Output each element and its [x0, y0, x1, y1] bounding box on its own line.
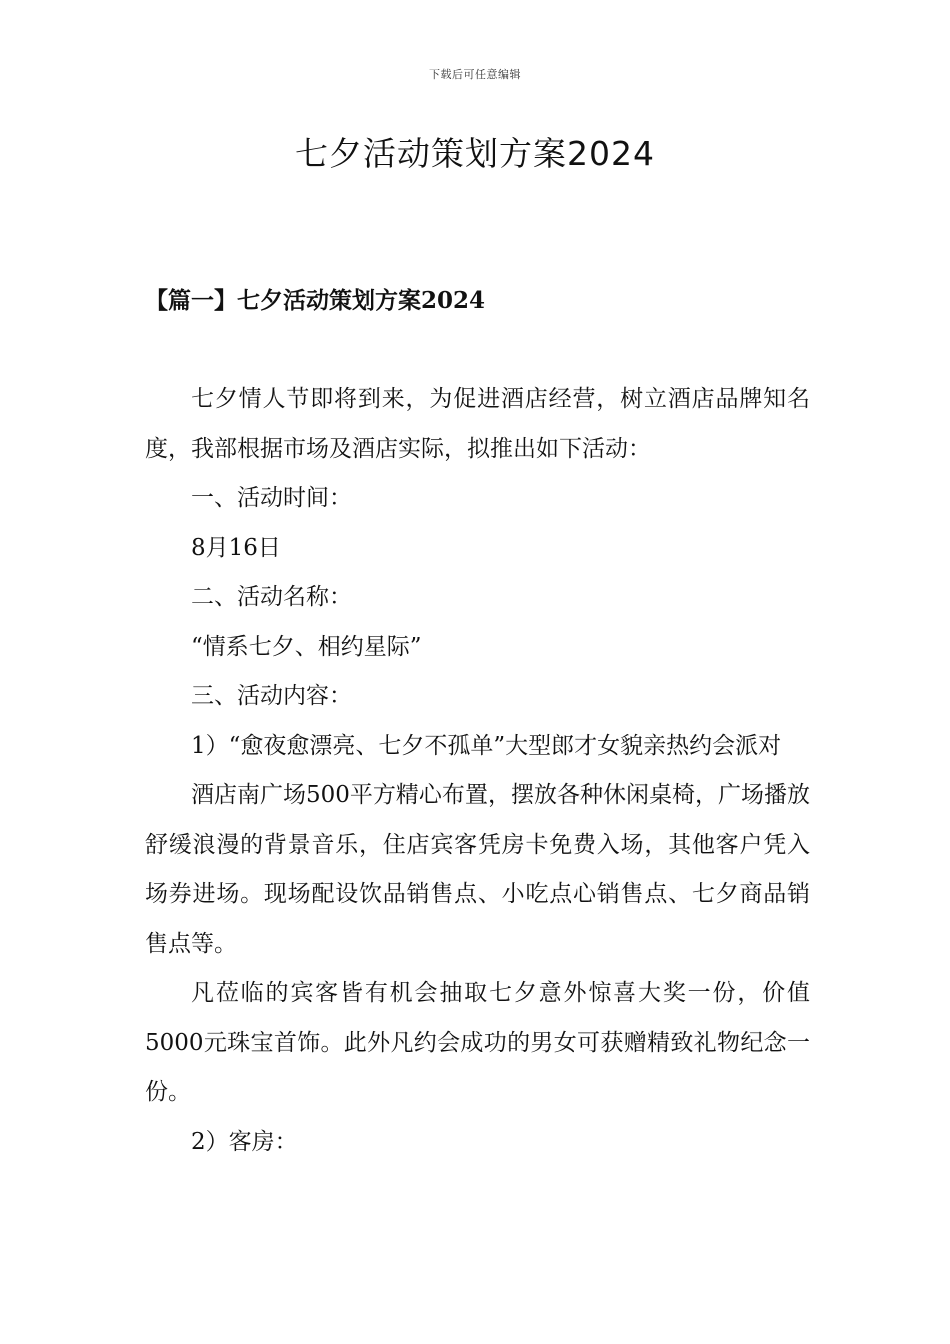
document-body — [145, 375, 810, 1167]
paragraph-activity-name: “情系七夕、相约星际” — [191, 633, 422, 660]
paragraph-venue-description: 酒店南广场500平方精心布置，摆放各种休闲桌椅，广场播放舒缓浪漫的背景音乐，住店宾客凭房卡免费入场，其他客户凭入场券进场。现场配设饮品销售点、小吃点心销售点、七夕商品销售点等。 — [145, 782, 810, 957]
paragraph-activity-time-heading: 一、活动时间： — [191, 485, 352, 511]
paragraph-activity-name-heading: 二、活动名称： — [191, 584, 352, 610]
paragraph-activity-date: 8月16日 — [191, 534, 281, 561]
paragraph-item-1-heading: 1）“愈夜愈漂亮、七夕不孤单”大型郎才女貌亲热约会派对 — [191, 732, 782, 759]
document-title: 七夕活动策划方案2024 — [295, 134, 655, 173]
paragraph-intro: 七夕情人节即将到来，为促进酒店经营，树立酒店品牌知名度，我部根据市场及酒店实际，拟推出如下活动： — [145, 386, 810, 462]
paragraph-item-2-heading: 2）客房： — [191, 1128, 298, 1155]
paragraph-activity-content-heading: 三、活动内容： — [191, 683, 352, 709]
page-header-note: 下载后可任意编辑 — [429, 68, 521, 81]
section-heading: 【篇一】七夕活动策划方案2024 — [145, 287, 486, 314]
paragraph-prize-description: 凡莅临的宾客皆有机会抽取七夕意外惊喜大奖一份，价值5000元珠宝首饰。此外凡约会成功的男女可获赠精致礼物纪念一份。 — [145, 980, 810, 1105]
